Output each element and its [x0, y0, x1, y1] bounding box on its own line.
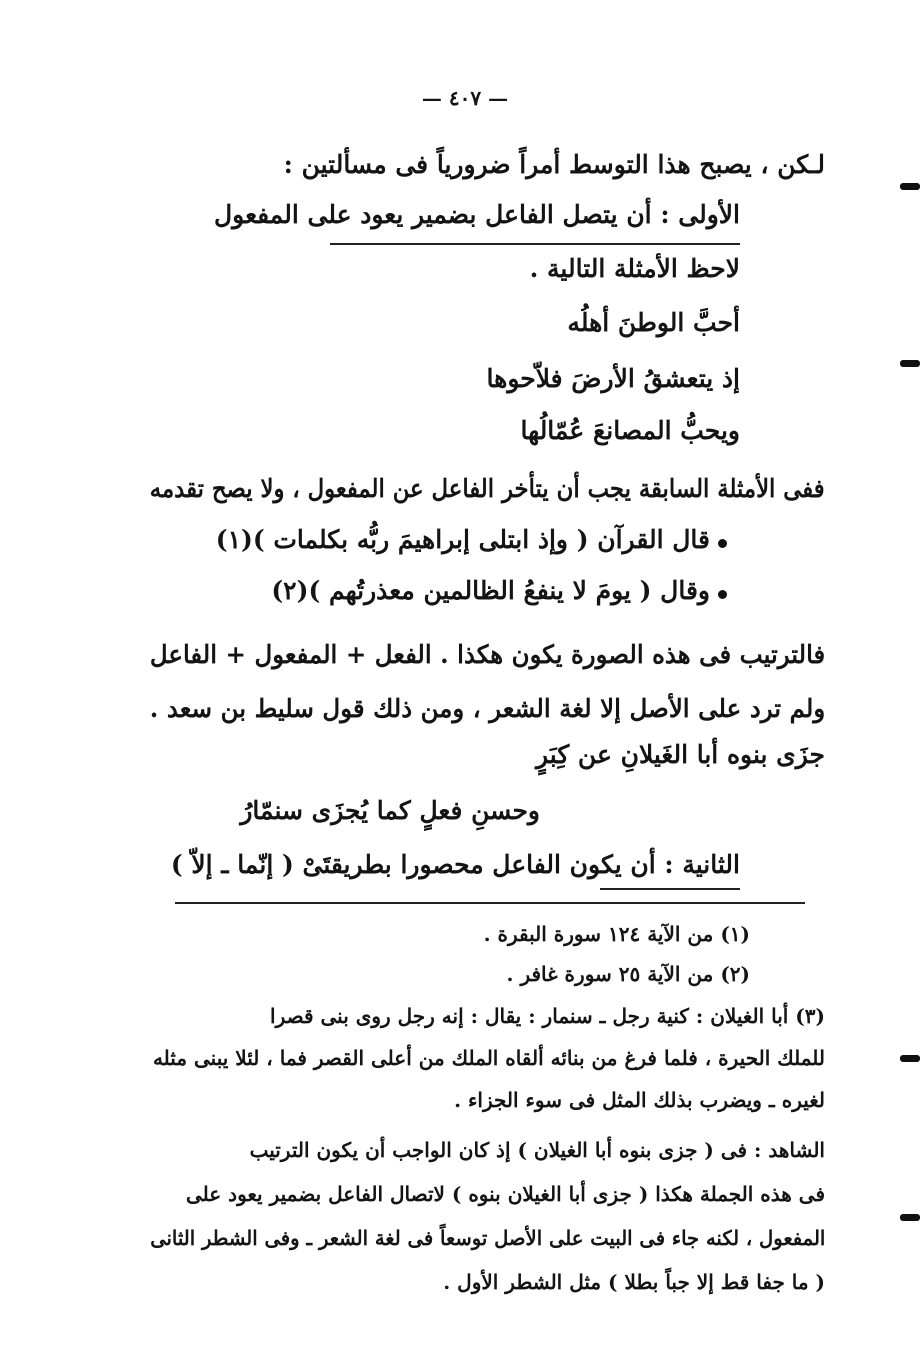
- example-line: إذ يتعشقُ الأرضَ فلاّحوها: [486, 364, 740, 393]
- binding-mark: [900, 1055, 920, 1062]
- page-number: — ٤٠٧ —: [421, 86, 509, 110]
- bullet: [718, 539, 727, 548]
- text-line-first-case: الأولى : أن يتصل الفاعل بضمير يعود على المفعول: [213, 200, 740, 229]
- bullet: [718, 590, 727, 599]
- underline: [600, 888, 740, 890]
- footnote-line: ( ما جفا قط إلا جباً بطلا ) مثل الشطر الأول .: [443, 1270, 825, 1294]
- footnote-line: للملك الحيرة ، فلما فرغ من بنائه ألقاه الملك من أعلى القصر فما ، لئلا يبنى مثله: [152, 1046, 825, 1070]
- binding-mark: [900, 360, 920, 367]
- footnote-line: (٣) أبا الغيلان : كنية رجل ـ سنمار : يقال : إنه رجل روى بنى قصرا: [270, 1004, 825, 1028]
- footnote-line: لغيره ـ ويضرب بذلك المثل فى سوء الجزاء .: [454, 1088, 825, 1112]
- text-line-second-case: الثانية : أن يكون الفاعل محصورا بطريقتَىْ ( إنّما ـ إلاّ ): [170, 850, 740, 879]
- quran-quote-line: قال القرآن ( وإذ ابتلى إبراهيمَ ربُّه بكلمات )(١): [215, 525, 710, 554]
- binding-mark: [900, 183, 920, 190]
- binding-mark: [900, 1214, 920, 1221]
- text-line: ففى الأمثلة السابقة يجب أن يتأخر الفاعل عن المفعول ، ولا يصح تقدمه: [150, 474, 825, 503]
- footnote-line: (٢) من الآية ٢٥ سورة غافر .: [506, 962, 750, 986]
- footnote-line: المفعول ، لكنه جاء فى البيت على الأصل توسعاً فى لغة الشعر ـ وفى الشطر الثانى: [149, 1226, 825, 1250]
- text-line: فالترتيب فى هذه الصورة يكون هكذا . الفعل + المفعول + الفاعل: [149, 640, 825, 669]
- footnote-separator: [175, 902, 805, 904]
- text-line: ولم ترد على الأصل إلا لغة الشعر ، ومن ذلك قول سليط بن سعد .: [149, 694, 825, 723]
- footnote-line: الشاهد : فى ( جزى بنوه أبا الغيلان ) إذ كان الواجب أن يكون الترتيب: [249, 1138, 825, 1162]
- quran-quote-line: وقال ( يومَ لا ينفعُ الظالمين معذرتُهم )(٢): [271, 576, 710, 605]
- text-line: لـكن ، يصبح هذا التوسط أمراً ضرورياً فى مسألتين :: [283, 150, 825, 179]
- verse-line: وحسنِ فعلٍ كما يُجزَى سنمّارُ: [240, 796, 540, 825]
- example-line: ويحبُّ المصانعَ عُمّالُها: [520, 416, 740, 445]
- footnote-line: فى هذه الجملة هكذا ( جزى أبا الغيلان بنوه ) لاتصال الفاعل بضمير يعود على: [185, 1182, 825, 1206]
- footnote-line: (١) من الآية ١٢٤ سورة البقرة .: [483, 922, 750, 946]
- verse-line: جزَى بنوه أبا الغَيلانِ عن كِبَرٍ: [535, 740, 825, 769]
- underline: [330, 243, 740, 245]
- text-line: لاحظ الأمثلة التالية .: [529, 254, 740, 283]
- example-line: أحبَّ الوطنَ أهلُه: [567, 308, 740, 337]
